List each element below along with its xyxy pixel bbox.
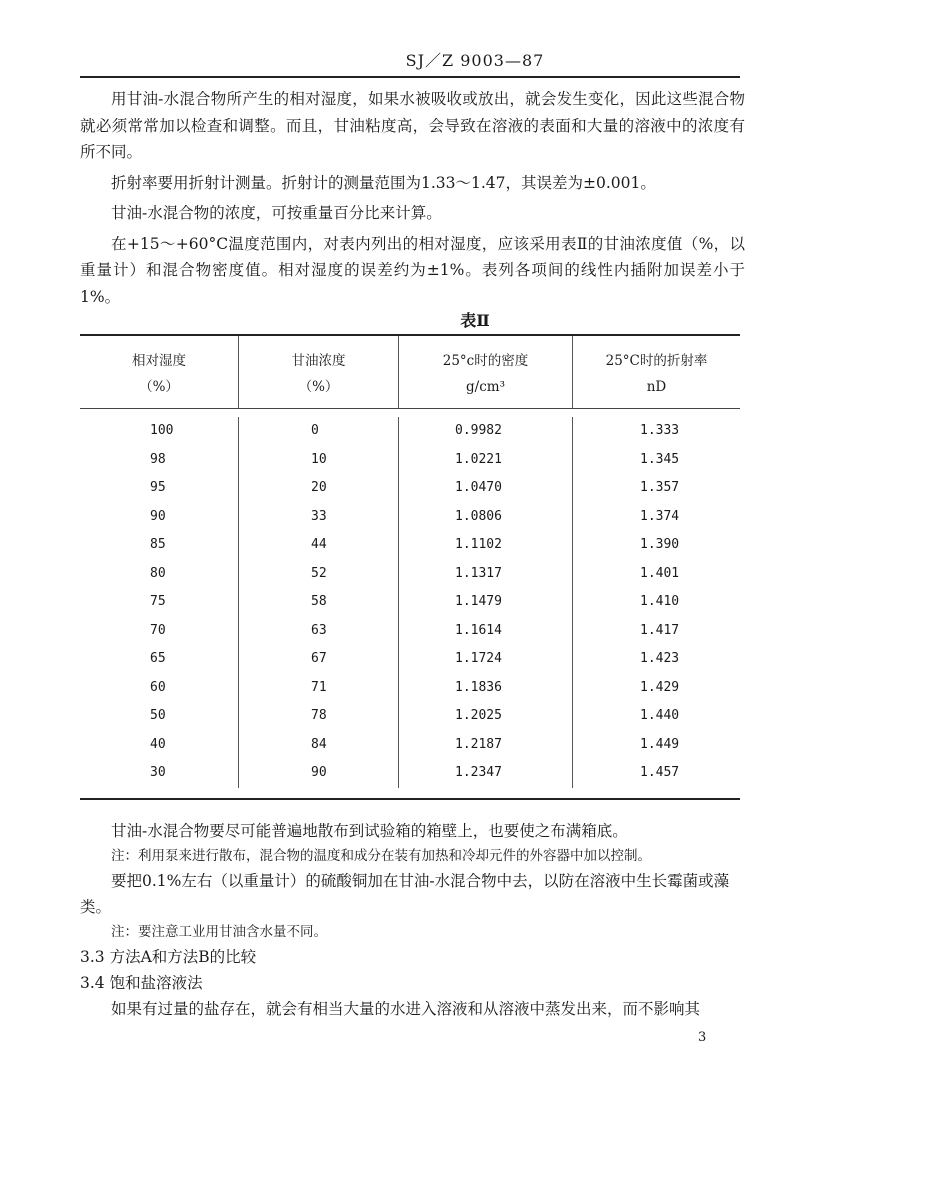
table-cell: 90 <box>150 508 166 524</box>
paragraph-refractometer: 折射率要用折射计测量。折射计的测量范围为1.33～1.47，其误差为±0.001。 <box>111 173 656 192</box>
table-cell: 52 <box>311 565 327 581</box>
table-cell: 78 <box>311 708 327 723</box>
table-cell: 1.357 <box>640 480 680 495</box>
table-cell: 1.401 <box>640 565 680 581</box>
header-unit: （%） <box>298 379 339 395</box>
table-cell: 100 <box>150 423 174 438</box>
table-cell: 10 <box>311 451 327 467</box>
table-cell: 63 <box>311 622 327 638</box>
table-cell: 1.1614 <box>455 622 502 638</box>
table-cell: 71 <box>311 679 327 695</box>
header-label: 甘油浓度 <box>291 353 346 369</box>
table-cell: 75 <box>150 594 166 609</box>
header-label: 25°C时的折射率 <box>605 353 708 369</box>
section-heading-3-4: 3.4 饱和盐溶液法 <box>80 974 203 992</box>
table-cell: 30 <box>150 765 166 780</box>
table-cell: 20 <box>311 480 327 495</box>
header-unit: g/cm³ <box>466 379 505 395</box>
table-cell: 1.2347 <box>455 765 502 780</box>
paragraph-glycerin-humidity: 用甘油-水混合物所产生的相对湿度，如果水被吸收或放出，就会发生变化，因此这些混合物就必须常常加以检查和调整。而且，甘油粘度高，会导致在溶液的表面和大量的溶液中的浓度有所不同。 <box>80 90 745 161</box>
section-heading-3-3: 3.3 方法A和方法B的比较 <box>80 948 257 966</box>
table-cell: 60 <box>150 679 166 695</box>
table-cell: 95 <box>150 480 166 495</box>
paragraph-concentration: 甘油-水混合物的浓度，可按重量百分比来计算。 <box>111 204 442 222</box>
table-cell: 33 <box>311 508 327 524</box>
note-pump: 注：利用泵来进行散布，混合物的温度和成分在装有加热和冷却元件的外容器中加以控制。 <box>111 848 651 864</box>
table-cell: 1.1836 <box>455 679 502 695</box>
table-cell: 1.1724 <box>455 651 502 666</box>
header-density <box>398 336 572 408</box>
table-cell: 67 <box>311 651 327 666</box>
table-cell: 1.2025 <box>455 708 502 723</box>
table-cell: 1.1479 <box>455 594 502 609</box>
table-cell: 1.2187 <box>455 736 502 752</box>
table-cell: 0 <box>311 423 319 438</box>
data-table <box>80 334 740 800</box>
column-glycerin-concentration <box>238 417 398 788</box>
table-cell: 70 <box>150 622 166 638</box>
table-cell: 1.0470 <box>455 480 502 495</box>
column-density <box>398 417 572 788</box>
table-cell: 1.423 <box>640 651 680 666</box>
header-label: 25°c时的密度 <box>442 353 529 369</box>
table-cell: 98 <box>150 451 166 467</box>
header-unit: （%） <box>139 379 179 395</box>
table-cell: 1.429 <box>640 679 680 695</box>
table-cell: 1.410 <box>640 594 680 609</box>
document-header-code: SJ／Z 9003—87 <box>405 51 545 70</box>
table-cell: 0.9982 <box>455 423 502 438</box>
paragraph-copper-sulfate: 要把0.1%左右（以重量计）的硫酸铜加在甘油-水混合物中去，以防在溶液中生长霉菌或藻类。 <box>80 872 730 916</box>
table-cell: 1.1102 <box>455 537 502 552</box>
page-number: 3 <box>698 1030 707 1045</box>
table-cell: 1.390 <box>640 537 680 552</box>
table-cell: 1.1317 <box>455 565 502 581</box>
table-body <box>80 409 740 798</box>
header-rule <box>80 76 740 78</box>
paragraph-spread: 甘油-水混合物要尽可能普遍地散布到试验箱的箱壁上，也要使之布满箱底。 <box>111 822 628 840</box>
table-cell: 65 <box>150 651 166 666</box>
table-cell: 1.0221 <box>455 451 502 467</box>
table-cell: 44 <box>311 537 327 552</box>
table-cell: 90 <box>311 765 327 780</box>
table-cell: 85 <box>150 537 166 552</box>
table-cell: 40 <box>150 736 166 752</box>
column-refractive-index <box>572 417 740 788</box>
table-cell: 84 <box>311 736 327 752</box>
column-relative-humidity <box>80 417 238 788</box>
table-cell: 1.440 <box>640 708 680 723</box>
after-table-text <box>80 818 745 1022</box>
table-cell: 1.345 <box>640 451 680 467</box>
header-relative-humidity <box>80 336 238 408</box>
table-title: 表Ⅱ <box>460 311 490 330</box>
header-glycerin-concentration <box>238 336 398 408</box>
table-header <box>80 336 740 409</box>
table-cell: 1.374 <box>640 508 680 524</box>
header-refractive-index <box>572 336 740 408</box>
header-unit: nD <box>646 379 667 395</box>
paragraph-saturated-salt: 如果有过量的盐存在，就会有相当大量的水进入溶液和从溶液中蒸发出来，而不影响其 <box>111 1000 701 1018</box>
table-cell: 1.417 <box>640 622 680 638</box>
table-cell: 50 <box>150 708 166 723</box>
header-label: 相对湿度 <box>132 353 186 369</box>
paragraph-temperature-range: 在+15～+60°C温度范围内，对表内列出的相对湿度，应该采用表Ⅱ的甘油浓度值（%，以重量计）和混合物密度值。相对湿度的误差约为±1%。表列各项间的线性内插附加误差小于1%。 <box>80 234 745 306</box>
table-cell: 58 <box>311 594 327 609</box>
table-cell: 1.0806 <box>455 508 502 524</box>
body-text <box>80 86 745 310</box>
table-cell: 1.457 <box>640 765 680 780</box>
note-industrial-glycerin: 注：要注意工业用甘油含水量不同。 <box>111 924 327 940</box>
table-cell: 1.449 <box>640 736 680 752</box>
table-cell: 1.333 <box>640 423 680 438</box>
table-cell: 80 <box>150 565 166 581</box>
